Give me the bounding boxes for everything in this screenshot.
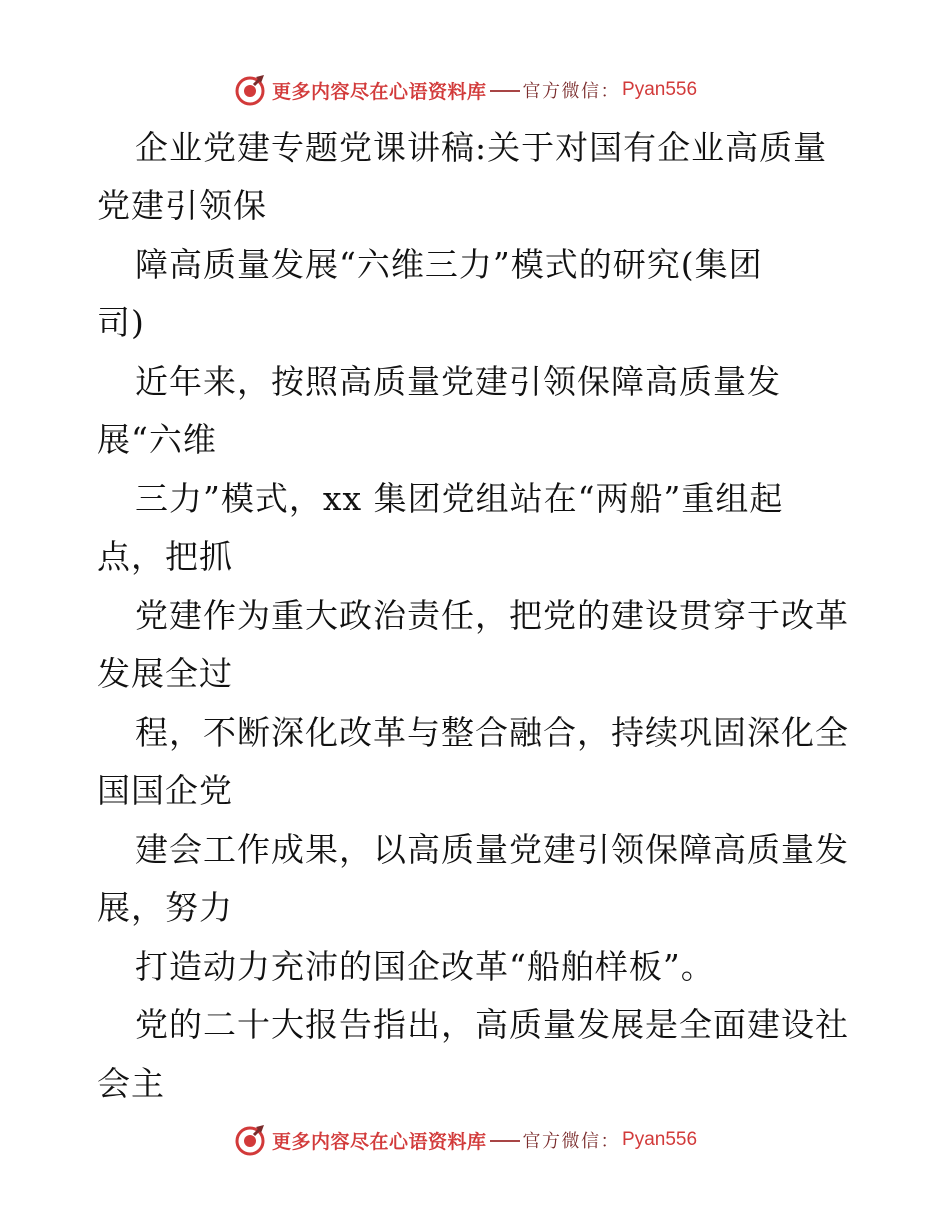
pen-logo-icon xyxy=(234,1123,268,1157)
text-line: 党的二十大报告指出，高质量发展是全面建设社 xyxy=(135,1005,849,1044)
text-line: 党建作为重大政治责任，把党的建设贯穿于改革 xyxy=(135,596,849,635)
text-line: 三力”模式，xx 集团党组站在“两船”重组起 xyxy=(135,479,784,518)
footer-watermark-banner xyxy=(234,1122,697,1158)
text-line: 发展全过 xyxy=(97,654,233,693)
text-line: 国国企党 xyxy=(97,771,233,810)
header-watermark-banner xyxy=(234,72,697,108)
text-line: 企业党建专题党课讲稿:关于对国有企业高质量 xyxy=(135,128,828,167)
wechat-handle: Pyan556 xyxy=(622,79,698,100)
text-line: 程，不断深化改革与整合融合，持续巩固深化全 xyxy=(135,713,849,752)
text-line: 建会工作成果，以高质量党建引领保障高质量发 xyxy=(135,830,849,869)
pen-logo-icon xyxy=(234,73,268,107)
wechat-handle: Pyan556 xyxy=(622,1129,698,1150)
wechat-label: 官方微信： xyxy=(522,1131,621,1152)
text-line: 党建引领保 xyxy=(97,186,267,225)
text-line: 近年来，按照高质量党建引领保障高质量发 xyxy=(135,362,781,401)
text-line: 展“六维 xyxy=(97,420,217,459)
text-line: 点，把抓 xyxy=(97,537,233,576)
text-line: 司) xyxy=(97,303,145,342)
brand-text: 更多内容尽在心语资料库 xyxy=(272,80,487,103)
text-line: 障高质量发展“六维三力”模式的研究(集团 xyxy=(135,245,763,284)
text-line: 打造动力充沛的国企改革“船舶样板”。 xyxy=(135,947,715,986)
separator-dash xyxy=(490,1140,520,1142)
text-line: 会主 xyxy=(97,1064,165,1103)
wechat-label: 官方微信： xyxy=(522,81,621,102)
separator-dash xyxy=(490,90,520,92)
text-line: 展，努力 xyxy=(97,888,233,927)
brand-text: 更多内容尽在心语资料库 xyxy=(272,1130,487,1153)
